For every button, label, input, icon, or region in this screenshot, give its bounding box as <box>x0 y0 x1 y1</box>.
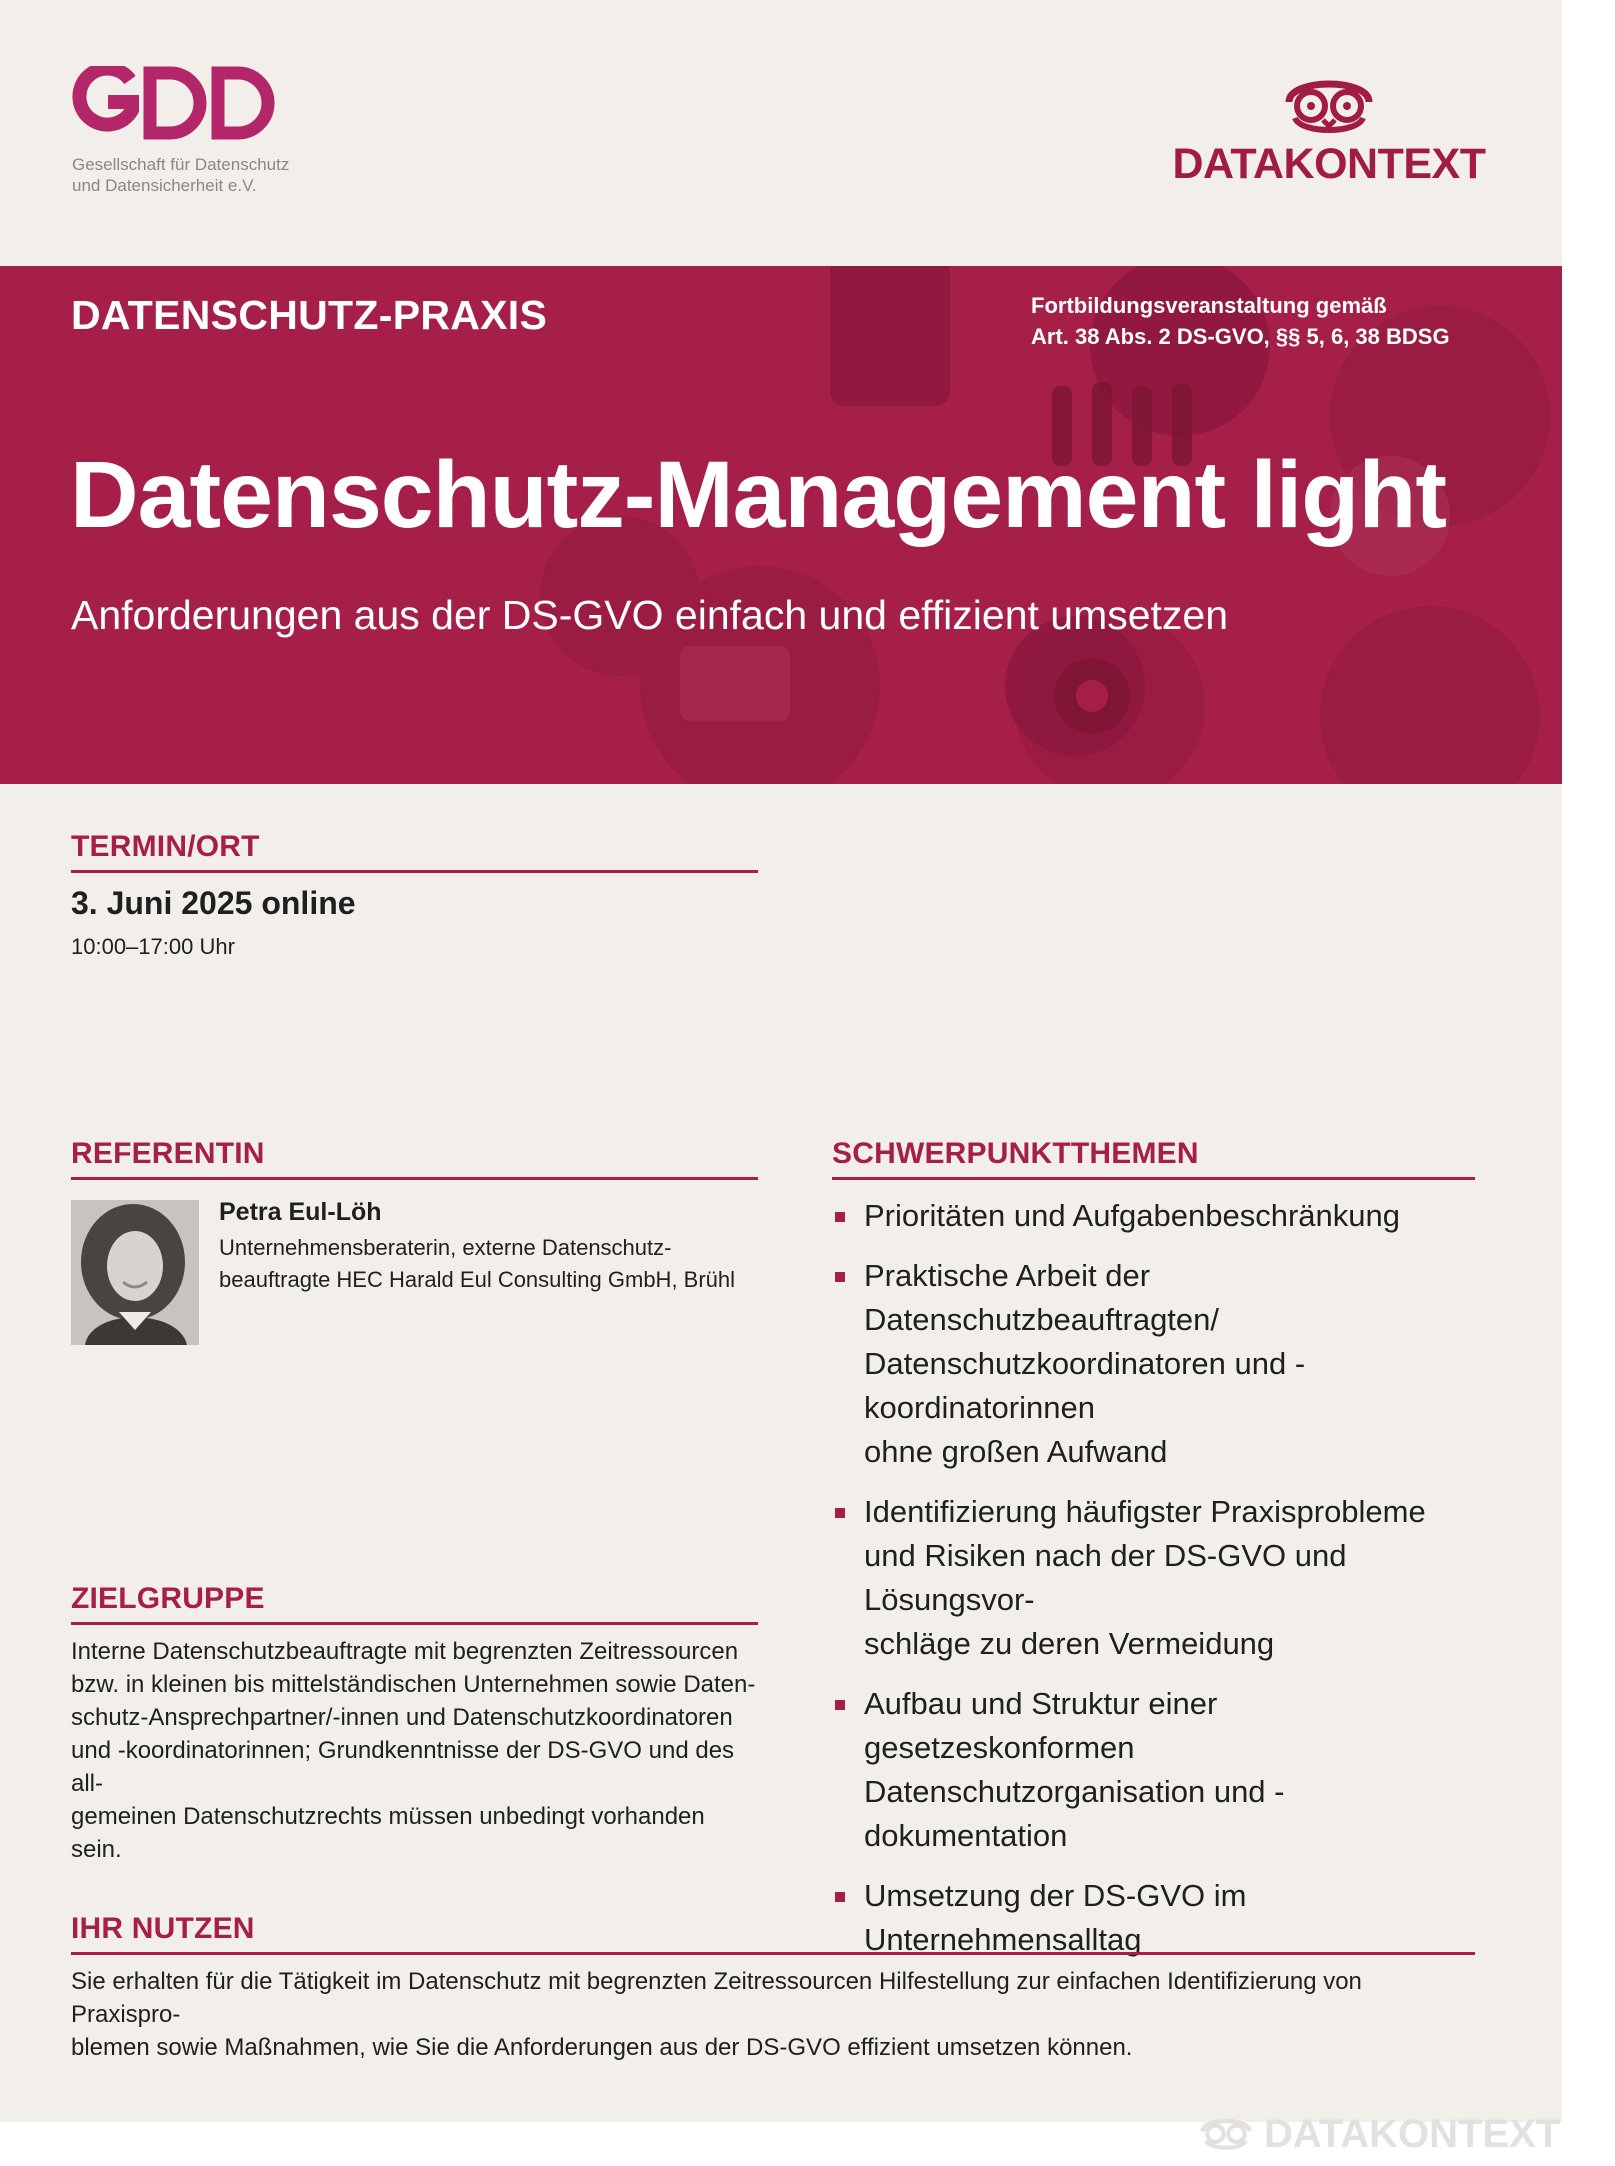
datakontext-wordmark: DATAKONTEXT <box>1172 140 1486 188</box>
bullet-square-icon <box>835 1892 845 1902</box>
topic-line: Umsetzung der DS-GVO im Unternehmensalltag <box>864 1878 1247 1957</box>
schwerpunkte-heading: SCHWERPUNKTTHEMEN <box>832 1137 1475 1180</box>
speaker-role-line-2: beauftragte HEC Harald Eul Consulting GmbH, Brühl <box>219 1267 736 1292</box>
bullet-square-icon <box>835 1700 845 1710</box>
speaker-portrait <box>71 1200 199 1345</box>
footer-watermark-logo <box>1198 2108 1561 2158</box>
series-label: DATENSCHUTZ-PRAXIS <box>71 292 548 338</box>
certification-line-2: Art. 38 Abs. 2 DS-GVO, §§ 5, 6, 38 BDSG <box>1031 324 1450 349</box>
topic-item <box>832 1194 1475 1238</box>
zielgruppe-heading: ZIELGRUPPE <box>71 1582 758 1625</box>
page-subtitle: Anforderungen aus der DS-GVO einfach und effizient umsetzen <box>71 592 1229 638</box>
owl-icon <box>1281 68 1377 138</box>
topic-line: Aufbau und Struktur einer gesetzeskonformen <box>864 1686 1218 1765</box>
zielgruppe-text <box>71 1635 758 1866</box>
bullet-square-icon <box>835 1212 845 1222</box>
certification-note <box>1031 290 1491 352</box>
topic-line: Datenschutzorganisation und -dokumentation <box>864 1774 1285 1853</box>
certification-line-1: Fortbildungsveranstaltung gemäß <box>1031 293 1387 318</box>
schwerpunkte-section <box>832 1137 1475 1978</box>
topic-line: ohne großen Aufwand <box>864 1434 1168 1469</box>
referentin-section <box>71 1137 758 1350</box>
topic-item <box>832 1682 1475 1858</box>
termin-heading: TERMIN/ORT <box>71 830 758 873</box>
topic-line: Prioritäten und Aufgabenbeschränkung <box>864 1198 1401 1233</box>
zielgruppe-line: schutz-Ansprechpartner/-innen und Datenschutzkoordinatoren <box>71 1704 733 1731</box>
nutzen-line-1: Sie erhalten für die Tätigkeit im Datenschutz mit begrenzten Zeitressourcen Hilfestellung zur einfachen Identifizierung von Praxispro- <box>71 1968 1362 2028</box>
zielgruppe-line: bzw. in kleinen bis mittelständischen Unternehmen sowie Daten- <box>71 1671 756 1698</box>
gdd-subtitle <box>72 154 372 196</box>
footer-watermark-text: DATAKONTEXT <box>1264 2112 1561 2156</box>
zielgruppe-line: gemeinen Datenschutzrechts müssen unbedingt vorhanden sein. <box>71 1803 705 1863</box>
topic-line: schläge zu deren Vermeidung <box>864 1626 1275 1661</box>
speaker-name: Petra Eul-Löh <box>219 1198 382 1226</box>
gdd-letters-graphic <box>70 66 276 142</box>
bullet-square-icon <box>835 1272 845 1282</box>
zielgruppe-line: Interne Datenschutzbeauftragte mit begrenzten Zeitressourcen <box>71 1638 739 1665</box>
topic-item <box>832 1490 1475 1666</box>
speaker-role-line-1: Unternehmensberaterin, externe Datenschutz- <box>219 1235 672 1260</box>
topic-line: Praktische Arbeit der Datenschutzbeauftragten/ <box>864 1258 1220 1337</box>
event-date: 3. Juni 2025 online <box>71 885 356 921</box>
topic-line: und Risiken nach der DS-GVO und Lösungsvor- <box>864 1538 1347 1617</box>
topics-list <box>832 1194 1475 1962</box>
zielgruppe-section <box>71 1582 758 1866</box>
speaker-card <box>71 1200 758 1350</box>
nutzen-line-2: blemen sowie Maßnahmen, wie Sie die Anforderungen aus der DS-GVO effizient umsetzen können. <box>71 2034 1133 2061</box>
nutzen-heading: IHR NUTZEN <box>71 1912 1475 1955</box>
gdd-logo <box>70 66 290 195</box>
event-time: 10:00–17:00 Uhr <box>71 934 235 959</box>
gdd-subtitle-line-1: Gesellschaft für Datenschutz <box>72 155 290 174</box>
referentin-heading: REFERENTIN <box>71 1137 758 1180</box>
speaker-role <box>219 1232 759 1296</box>
title-banner <box>0 266 1562 784</box>
zielgruppe-line: und -koordinatorinnen; Grundkenntnisse der DS-GVO und des all- <box>71 1737 735 1797</box>
topic-line: Identifizierung häufigster Praxisprobleme <box>864 1494 1426 1529</box>
datakontext-logo <box>1164 68 1494 188</box>
termin-section <box>71 830 758 960</box>
nutzen-section <box>71 1912 1475 2064</box>
speaker-photo-graphic <box>71 1200 199 1345</box>
page-title: Datenschutz-Management light <box>70 442 1446 548</box>
gdd-subtitle-line-2: und Datensicherheit e.V. <box>72 176 257 195</box>
topic-item <box>832 1254 1475 1474</box>
bullet-square-icon <box>835 1508 845 1518</box>
owl-icon <box>1198 2108 1254 2156</box>
topic-line: Datenschutzkoordinatoren und -koordinatorinnen <box>864 1346 1306 1425</box>
nutzen-text <box>71 1965 1475 2064</box>
